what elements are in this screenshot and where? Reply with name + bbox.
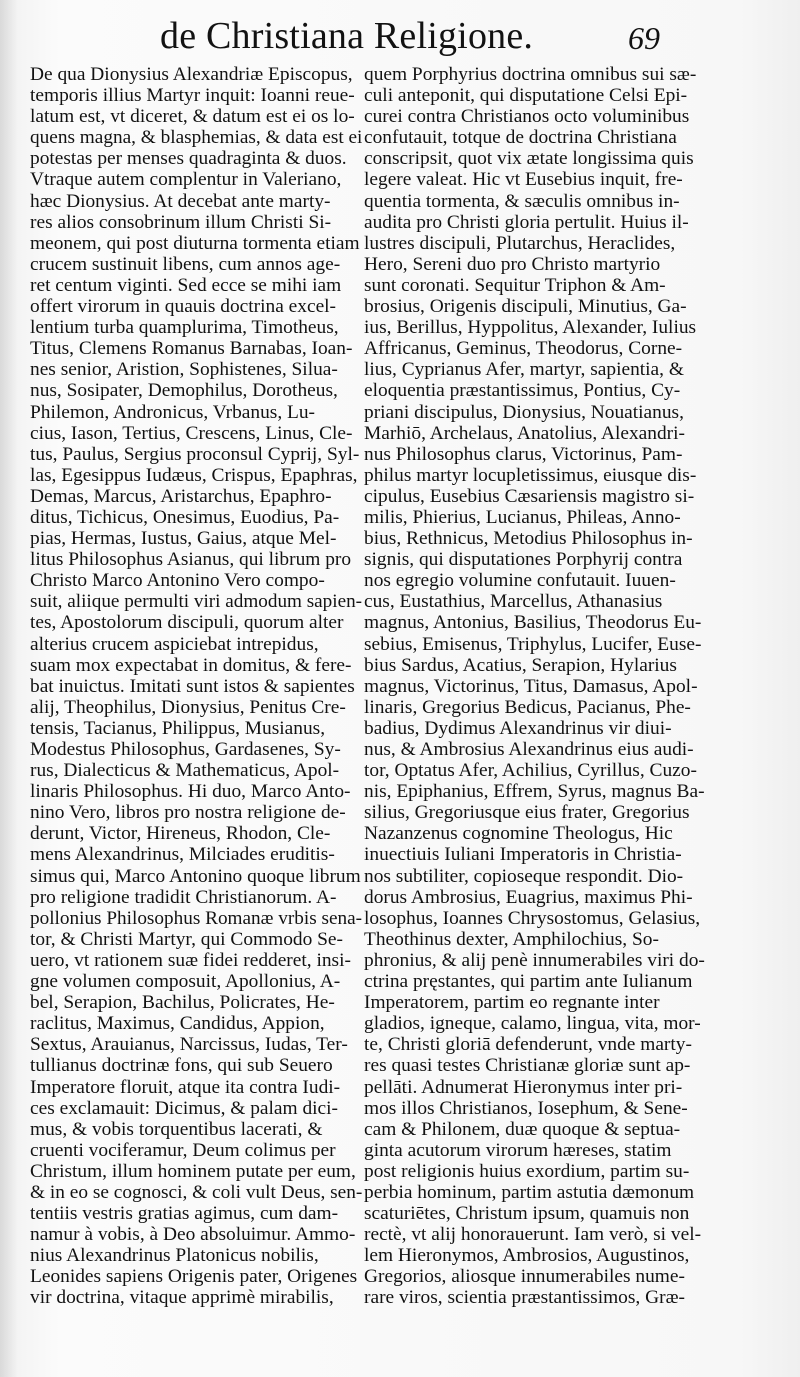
text-line: magnus, Antonius, Basilius, Theodorus Eu- — [364, 612, 702, 634]
text-line: offert virorum in quauis doctrina excel- — [30, 296, 337, 318]
text-line: tentiis vestris gratias agimus, cum dam- — [30, 1203, 339, 1225]
text-line: hæc Dionysius. At decebat ante marty- — [30, 190, 331, 212]
text-line: potestas per menses quadraginta & duos. — [30, 148, 347, 170]
text-line: nes senior, Aristion, Sophistenes, Silua- — [30, 359, 338, 381]
text-line: latum est, vt diceret, & datum est ei os lo- — [30, 106, 355, 128]
text-line: ctrina pręstantes, qui partim ante Iulianum — [364, 971, 693, 993]
text-line: Philemon, Andronicus, Vrbanus, Lu- — [30, 401, 316, 423]
text-line: res quasi testes Christianæ gloriæ sunt ap- — [364, 1055, 691, 1077]
text-line: philus martyr locupletissimus, eiusque dis- — [364, 464, 697, 486]
text-line: cius, Iason, Tertius, Crescens, Linus, Cle- — [30, 422, 353, 444]
text-line: quem Porphyrius doctrina omnibus sui sæ- — [364, 64, 697, 85]
text-line: Christo Marco Antonino Vero compo- — [30, 570, 325, 592]
text-line: litus Philosophus Asianus, qui librum pro — [30, 549, 352, 571]
text-line: nus, & Ambrosius Alexandrinus eius audi- — [364, 739, 694, 760]
text-line: cus, Eustathius, Marcellus, Athanasius — [364, 591, 663, 613]
text-line: Sextus, Arauianus, Narcissus, Iudas, Ter- — [30, 1034, 348, 1056]
text-line: sunt coronati. Sequitur Triphon & Am- — [364, 274, 666, 296]
text-line: linaris, Gregorius Bedicus, Pacianus, Phe- — [364, 696, 691, 718]
text-line: lius, Cyprianus Afer, martyr, sapientia, & — [364, 359, 684, 381]
text-line: conscripsit, quot vix ætate longissima quis — [364, 148, 694, 170]
text-line: silius, Gregoriusque eius frater, Gregorius — [364, 802, 690, 824]
text-line: phronius, & alij penè innumerabiles viri do- — [364, 949, 705, 971]
text-line: Imperatorem, partim eo regnante inter — [364, 992, 660, 1014]
text-line: raclitus, Maximus, Candidus, Appion, — [30, 1013, 325, 1035]
text-line: brosius, Origenis discipuli, Minutius, Ga- — [364, 296, 687, 318]
text-line: lentium turba quamplurima, Timotheus, — [30, 317, 339, 339]
text-line: signis, qui disputationes Porphyrij contra — [364, 549, 683, 571]
text-line: meonem, qui post diuturna tormenta etiam — [30, 232, 360, 254]
text-line: lem Hieronymos, Ambrosios, Augustinos, — [364, 1245, 690, 1267]
text-line: namur à vobis, à Deo absoluimur. Ammo- — [30, 1224, 356, 1246]
text-line: suam mox expectabat in domitus, & fere- — [30, 654, 352, 676]
text-line: Leonides sapiens Origenis pater, Origenes — [30, 1266, 358, 1288]
text-line: priani discipulus, Dionysius, Nouatianus, — [364, 401, 684, 423]
text-line: cipulus, Eusebius Cæsariensis magistro si- — [364, 485, 695, 507]
text-line: bius Sardus, Acatius, Serapion, Hylarius — [364, 654, 677, 676]
text-line: rectè, vt alij honorauerunt. Iam verò, si vel- — [364, 1224, 702, 1246]
text-line: perbia hominum, partim astutia dæmonum — [364, 1181, 695, 1203]
text-line: eloquentia præstantissimus, Pontius, Cy- — [364, 380, 681, 402]
text-line: bat inuictus. Imitati sunt istos & sapientes — [30, 675, 355, 697]
text-line: nos egregio volumine confutauit. Iuuen- — [364, 570, 676, 592]
text-line: cruenti vociferamur, Deum colimus per — [30, 1139, 336, 1161]
text-line: pollonius Philosophus Romanæ vrbis sena- — [30, 907, 363, 929]
text-line: te, Christi gloriā defenderunt, vnde marty- — [364, 1034, 692, 1056]
text-line: alterius crucem aspiciebat intrepidus, — [30, 633, 319, 655]
text-line: mos illos Christianos, Iosephum, & Sene- — [364, 1097, 688, 1119]
text-line: audita pro Christi gloria pertulit. Huius il- — [364, 211, 689, 233]
text-line: quentia tormenta, & sæculis omnibus in- — [364, 190, 680, 212]
running-title: de Christiana Religione. — [160, 15, 534, 57]
left-text-column — [30, 64, 362, 1309]
text-line: bius, Rethnicus, Metodius Philosophus in- — [364, 528, 693, 550]
text-line: nus, Sosipater, Demophilus, Dorotheus, — [30, 380, 338, 402]
text-line: badius, Dydimus Alexandrinus vir diui- — [364, 717, 672, 739]
text-line: nius Alexandrinus Platonicus nobilis, — [30, 1245, 319, 1267]
page-number: 69 — [628, 20, 660, 56]
text-line: culi anteponit, qui disputatione Celsi Epi- — [364, 85, 688, 107]
text-line: milis, Phierius, Lucianus, Phileas, Anno- — [364, 506, 681, 528]
text-line: res alios consobrinum illum Christi Si- — [30, 211, 332, 233]
text-line: temporis illius Martyr inquit: Ioanni reue- — [30, 85, 355, 107]
text-line: Nazanzenus cognomine Theologus, Hic — [364, 823, 673, 845]
text-line: Affricanus, Geminus, Theodorus, Corne- — [364, 338, 683, 360]
text-line: las, Egesippus Iudæus, Crispus, Epaphras, — [30, 464, 358, 486]
text-line: tensis, Tacianus, Philippus, Musianus, — [30, 717, 326, 739]
text-line: gladios, igneque, calamo, lingua, vita, mor- — [364, 1013, 701, 1035]
text-line: crucem sustinuit libens, cum annos age- — [30, 253, 341, 275]
text-line: Demas, Marcus, Aristarchus, Epaphro- — [30, 485, 332, 507]
text-line: rare viros, scientia præstantissimos, Græ- — [364, 1287, 685, 1309]
text-line: Vtraque autem complentur in Valeriano, — [30, 169, 342, 191]
text-line: confutauit, totque de doctrina Christiana — [364, 127, 677, 149]
text-line: tor, Optatus Afer, Achilius, Cyrillus, Cuzo- — [364, 760, 697, 782]
text-line: scaturiētes, Christum ipsum, quamuis non — [364, 1203, 690, 1225]
text-line: pias, Hermas, Iustus, Gaius, atque Mel- — [30, 528, 337, 550]
text-line: pellāti. Adnumerat Hieronymus inter pri- — [364, 1076, 683, 1098]
text-line: tes, Apostolorum discipuli, quorum alter — [30, 612, 344, 634]
text-line: Modestus Philosophus, Gardasenes, Sy- — [30, 739, 341, 760]
text-line: uero, vt rationem suæ fidei redderet, insi- — [30, 949, 351, 971]
text-line: Hero, Sereni duo pro Christo martyrio — [364, 253, 661, 275]
text-line: tullianus doctrinæ fons, qui sub Seuero — [30, 1055, 333, 1077]
right-text-column — [364, 64, 798, 1309]
text-line: Marhiō, Archelaus, Anatolius, Alexandri- — [364, 422, 685, 444]
text-line: & in eo se cognosci, & coli vult Deus, sen- — [30, 1181, 363, 1203]
text-line: simus qui, Marco Antonino quoque librum — [30, 865, 361, 887]
text-line: nis, Epiphanius, Effrem, Syrus, magnus Ba- — [364, 781, 705, 803]
text-line: cam & Philonem, duæ quoque & septua- — [364, 1118, 681, 1140]
text-line: gne volumen composuit, Apollonius, A- — [30, 971, 341, 993]
text-line: bel, Serapion, Bachilus, Policrates, He- — [30, 992, 335, 1014]
text-line: Theothinus dexter, Amphilochius, So- — [364, 928, 659, 950]
text-line: quens magna, & blasphemias, & data est ei — [30, 127, 363, 149]
text-line: losophus, Ioannes Chrysostomus, Gelasius, — [364, 907, 701, 929]
text-line: Christum, illum hominem putate per eum, — [30, 1160, 356, 1182]
text-line: tus, Paulus, Sergius proconsul Cyprij, Syl- — [30, 443, 360, 465]
text-line: derunt, Victor, Hireneus, Rhodon, Cle- — [30, 823, 331, 845]
text-line: magnus, Victorinus, Titus, Damasus, Apol- — [364, 675, 698, 697]
text-line: suit, aliique permulti viri admodum sapien- — [30, 591, 363, 613]
text-line: inuectiuis Iuliani Imperatoris in Christia- — [364, 844, 682, 866]
text-line: alij, Theophilus, Dionysius, Penitus Cre- — [30, 696, 346, 718]
text-line: ius, Berillus, Hyppolitus, Alexander, Iulius — [364, 317, 697, 339]
text-line: tor, & Christi Martyr, qui Commodo Se- — [30, 928, 343, 950]
text-line: ces exclamauit: Dicimus, & palam dici- — [30, 1097, 338, 1119]
text-line: nus Philosophus clarus, Victorinus, Pam- — [364, 443, 683, 465]
text-line: Gregorios, aliosque innumerabiles nume- — [364, 1266, 685, 1288]
text-line: legere valeat. Hic vt Eusebius inquit, fre- — [364, 169, 683, 191]
text-line: linaris Philosophus. Hi duo, Marco Anto- — [30, 781, 351, 803]
text-line: ditus, Tichicus, Onesimus, Euodius, Pa- — [30, 506, 340, 528]
text-line: pro religione tradidit Christianorum. A- — [30, 886, 337, 908]
text-line: sebius, Emisenus, Triphylus, Lucifer, Euse- — [364, 633, 702, 655]
page-header — [0, 8, 800, 56]
text-line: lustres discipuli, Plutarchus, Heraclides, — [364, 232, 676, 254]
text-line: post religionis huius exordium, partim su- — [364, 1160, 690, 1182]
text-line: rus, Dialecticus & Mathematicus, Apol- — [30, 760, 340, 782]
text-line: ret centum viginti. Sed ecce se mihi iam — [30, 274, 342, 296]
text-line: nino Vero, libros pro nostra religione de- — [30, 802, 346, 824]
text-line: De qua Dionysius Alexandriæ Episcopus, — [30, 64, 353, 85]
text-line: vir doctrina, vitaque apprimè mirabilis, — [30, 1287, 334, 1309]
text-line: nos subtiliter, copioseque respondit. Dio- — [364, 865, 684, 887]
text-line: mens Alexandrinus, Milciades eruditis- — [30, 844, 335, 866]
text-line: Titus, Clemens Romanus Barnabas, Ioan- — [30, 338, 353, 360]
text-line: ginta acutorum virorum hæreses, statim — [364, 1139, 672, 1161]
text-line: mus, & vobis torquentibus lacerati, & — [30, 1118, 323, 1140]
text-line: dorus Ambrosius, Euagrius, maximus Phi- — [364, 886, 693, 908]
text-line: Imperatore floruit, atque ita contra Iudi- — [30, 1076, 341, 1098]
text-line: curei contra Christianos octo voluminibus — [364, 106, 690, 128]
